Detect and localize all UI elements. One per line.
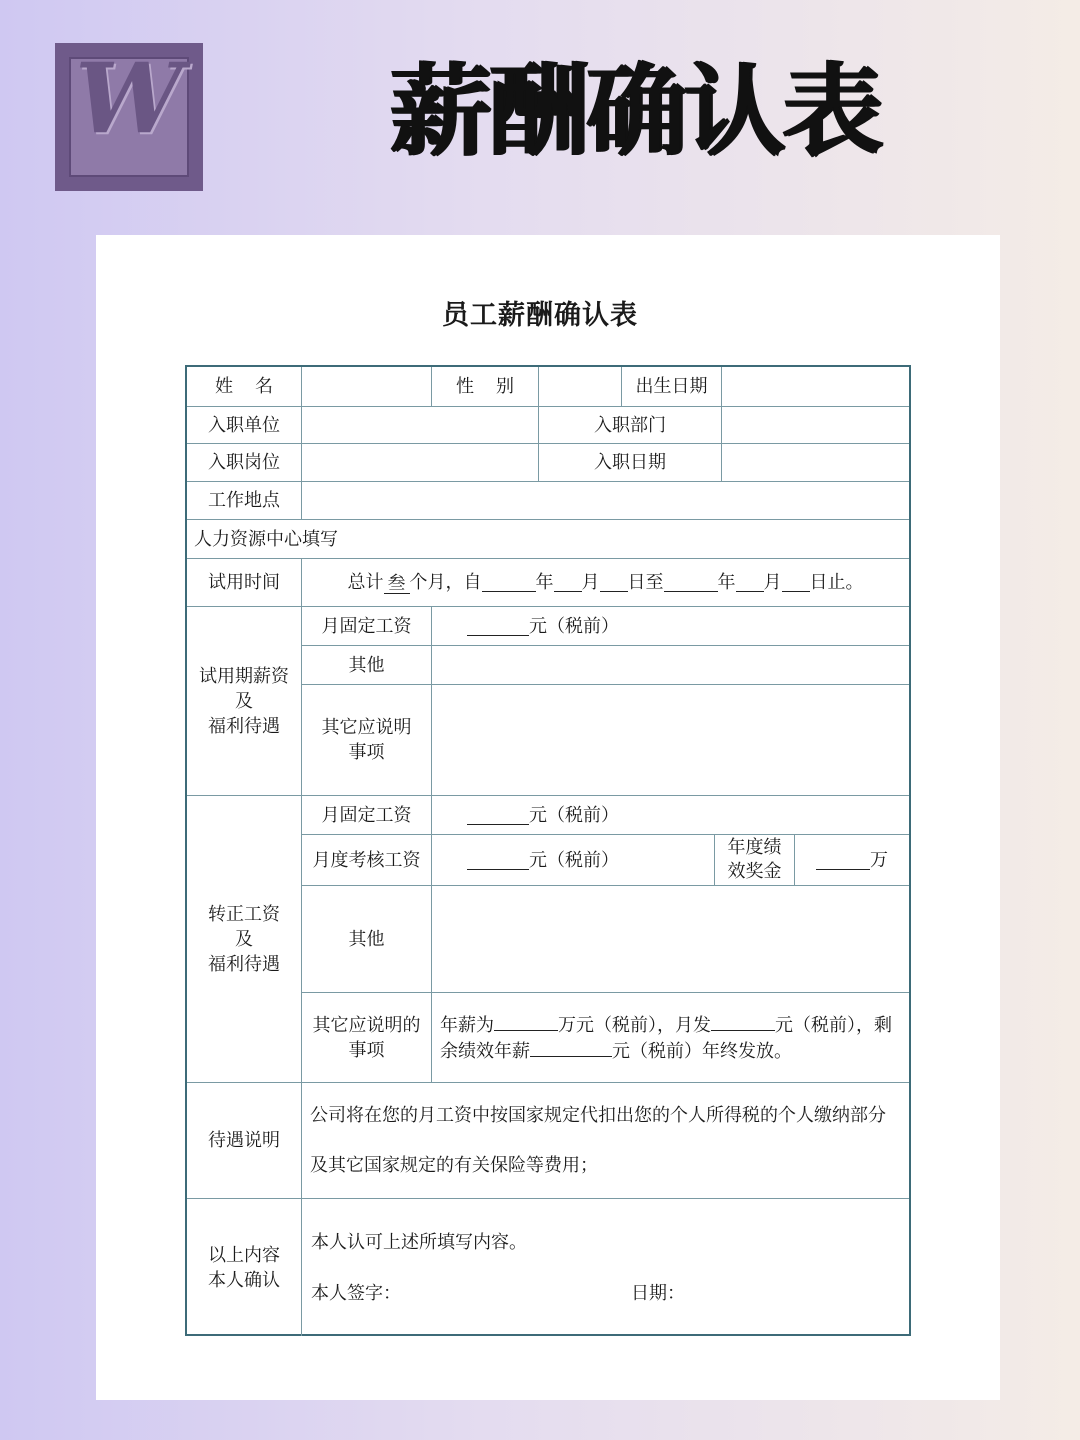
- confirm-label-line1: 以上内容: [208, 1244, 280, 1266]
- annual-text-part5: 元（税前）年终发放。: [612, 1040, 792, 1062]
- annual-bonus-label-line2: 效奖金: [727, 861, 782, 882]
- trial-other-label: 其他: [302, 646, 432, 685]
- annual-bonus-blank: [816, 851, 870, 870]
- trial-other-field[interactable]: [432, 646, 909, 685]
- entry-date-field[interactable]: [722, 444, 909, 482]
- regular-fixed-salary-label: 月固定工资: [302, 796, 432, 835]
- benefits-text-line1: 公司将在您的月工资中按国家规定代扣出您的个人所得税的个人缴纳部分: [310, 1104, 886, 1126]
- regular-pay-label-line3: 福利待遇: [208, 953, 280, 975]
- regular-notes-label: [302, 993, 432, 1083]
- workplace-field[interactable]: [302, 482, 909, 520]
- annual-text-part2: 万元（税前），月发: [558, 1014, 711, 1036]
- word-logo-letter: W: [75, 42, 183, 155]
- annual-bonus-unit: 万: [870, 849, 888, 871]
- hr-section-heading: 人力资源中心填写: [187, 520, 909, 559]
- gender-label: 性别: [456, 376, 536, 397]
- unit-field[interactable]: [302, 407, 539, 444]
- annual-text-part3: 元（税前），剩: [775, 1014, 892, 1036]
- trial-notes-label-line2: 事项: [348, 742, 385, 763]
- banner-title: 薪酬确认表: [390, 53, 880, 170]
- confirm-area: [302, 1199, 909, 1336]
- trial-year-text: 年: [535, 572, 554, 593]
- trial-end-year-blank: [664, 573, 718, 592]
- name-field[interactable]: [302, 367, 432, 407]
- salary-form-table: [185, 365, 911, 1336]
- trial-end-day-blank: [782, 573, 810, 592]
- trial-fixed-salary-field[interactable]: [432, 607, 909, 646]
- trial-pay-label-line3: 福利待遇: [208, 715, 280, 737]
- trial-notes-label: [302, 685, 432, 796]
- monthly-assess-label: 月度考核工资: [302, 835, 432, 886]
- regular-notes-field[interactable]: [432, 993, 909, 1083]
- confirm-label: [187, 1199, 302, 1336]
- gender-label-cell: [432, 367, 539, 407]
- word-logo-icon: [55, 43, 203, 191]
- trial-pay-label-line2: 及: [235, 690, 253, 712]
- trial-time-label: 试用时间: [187, 559, 302, 607]
- birth-field[interactable]: [722, 367, 909, 407]
- document-title: 员工薪酬确认表: [442, 300, 638, 331]
- sign-date-field[interactable]: [680, 1277, 880, 1307]
- trial-fixed-salary-unit: 元（税前）: [529, 615, 619, 637]
- regular-other-label: 其他: [302, 886, 432, 993]
- benefits-label: 待遇说明: [187, 1083, 302, 1199]
- monthly-assess-field[interactable]: [432, 835, 715, 886]
- annual-salary-text: [440, 1012, 892, 1064]
- regular-other-field[interactable]: [432, 886, 909, 993]
- trial-year-text-2: 年: [717, 572, 736, 593]
- post-field[interactable]: [302, 444, 539, 482]
- monthly-assess-unit: 元（税前）: [529, 849, 619, 871]
- workplace-label: 工作地点: [187, 482, 302, 520]
- benefits-text: [302, 1083, 909, 1199]
- trial-start-year-blank: [482, 573, 536, 592]
- regular-fixed-salary-unit: 元（税前）: [529, 804, 619, 826]
- annual-bonus-label-line1: 年度绩: [727, 837, 782, 858]
- annual-salary-blank: [494, 1012, 558, 1031]
- trial-dayto-text: 日至: [627, 572, 664, 593]
- gender-field[interactable]: [539, 367, 622, 407]
- name-label: 姓名: [215, 376, 295, 397]
- confirm-label-line2: 本人确认: [208, 1269, 280, 1291]
- post-label: 入职岗位: [187, 444, 302, 482]
- trial-end-text: 日止。: [809, 572, 864, 593]
- trial-pay-label-line1: 试用期薪资: [199, 665, 289, 687]
- annual-text-part1: 年薪为: [440, 1014, 494, 1036]
- trial-months-value: 叁: [384, 571, 410, 594]
- trial-start-month-blank: [554, 573, 582, 592]
- birth-label: 出生日期: [622, 367, 722, 407]
- name-label-cell: [187, 367, 302, 407]
- regular-pay-label: [187, 796, 302, 1083]
- dept-label: 入职部门: [539, 407, 722, 444]
- signature-field[interactable]: [392, 1277, 612, 1307]
- regular-pay-label-line1: 转正工资: [208, 903, 280, 925]
- trial-pay-label: [187, 607, 302, 796]
- trial-month-text: 月: [581, 572, 600, 593]
- trial-total-text: 总计: [347, 572, 384, 593]
- annual-text-part4: 余绩效年薪: [440, 1040, 530, 1062]
- remaining-performance-blank: [530, 1038, 612, 1057]
- trial-month-text-2: 月: [763, 572, 782, 593]
- trial-fixed-salary-blank: [467, 617, 529, 636]
- regular-fixed-salary-blank: [467, 806, 529, 825]
- regular-pay-label-line2: 及: [235, 928, 253, 950]
- sign-date-label: 日期：: [631, 1283, 685, 1304]
- trial-notes-label-line1: 其它应说明: [321, 717, 412, 738]
- dept-field[interactable]: [722, 407, 909, 444]
- signature-label: 本人签字：: [311, 1283, 401, 1304]
- trial-end-month-blank: [736, 573, 764, 592]
- regular-notes-label-line1: 其它应说明的: [312, 1014, 421, 1036]
- trial-notes-field[interactable]: [432, 685, 909, 796]
- entry-date-label: 入职日期: [539, 444, 722, 482]
- annual-bonus-field[interactable]: [795, 835, 909, 886]
- trial-fixed-salary-label: 月固定工资: [302, 607, 432, 646]
- regular-notes-label-line2: 事项: [348, 1039, 385, 1061]
- unit-label: 入职单位: [187, 407, 302, 444]
- benefits-text-line2: 及其它国家规定的有关保险等费用；: [310, 1154, 598, 1176]
- trial-start-day-blank: [600, 573, 628, 592]
- regular-fixed-salary-field[interactable]: [432, 796, 909, 835]
- monthly-pay-blank: [711, 1012, 775, 1031]
- monthly-assess-blank: [467, 851, 529, 870]
- trial-time-field[interactable]: [302, 559, 909, 607]
- annual-bonus-label: [715, 835, 795, 886]
- confirm-text: 本人认可上述所填写内容。: [311, 1232, 527, 1253]
- trial-from-text: 个月，自: [409, 572, 482, 593]
